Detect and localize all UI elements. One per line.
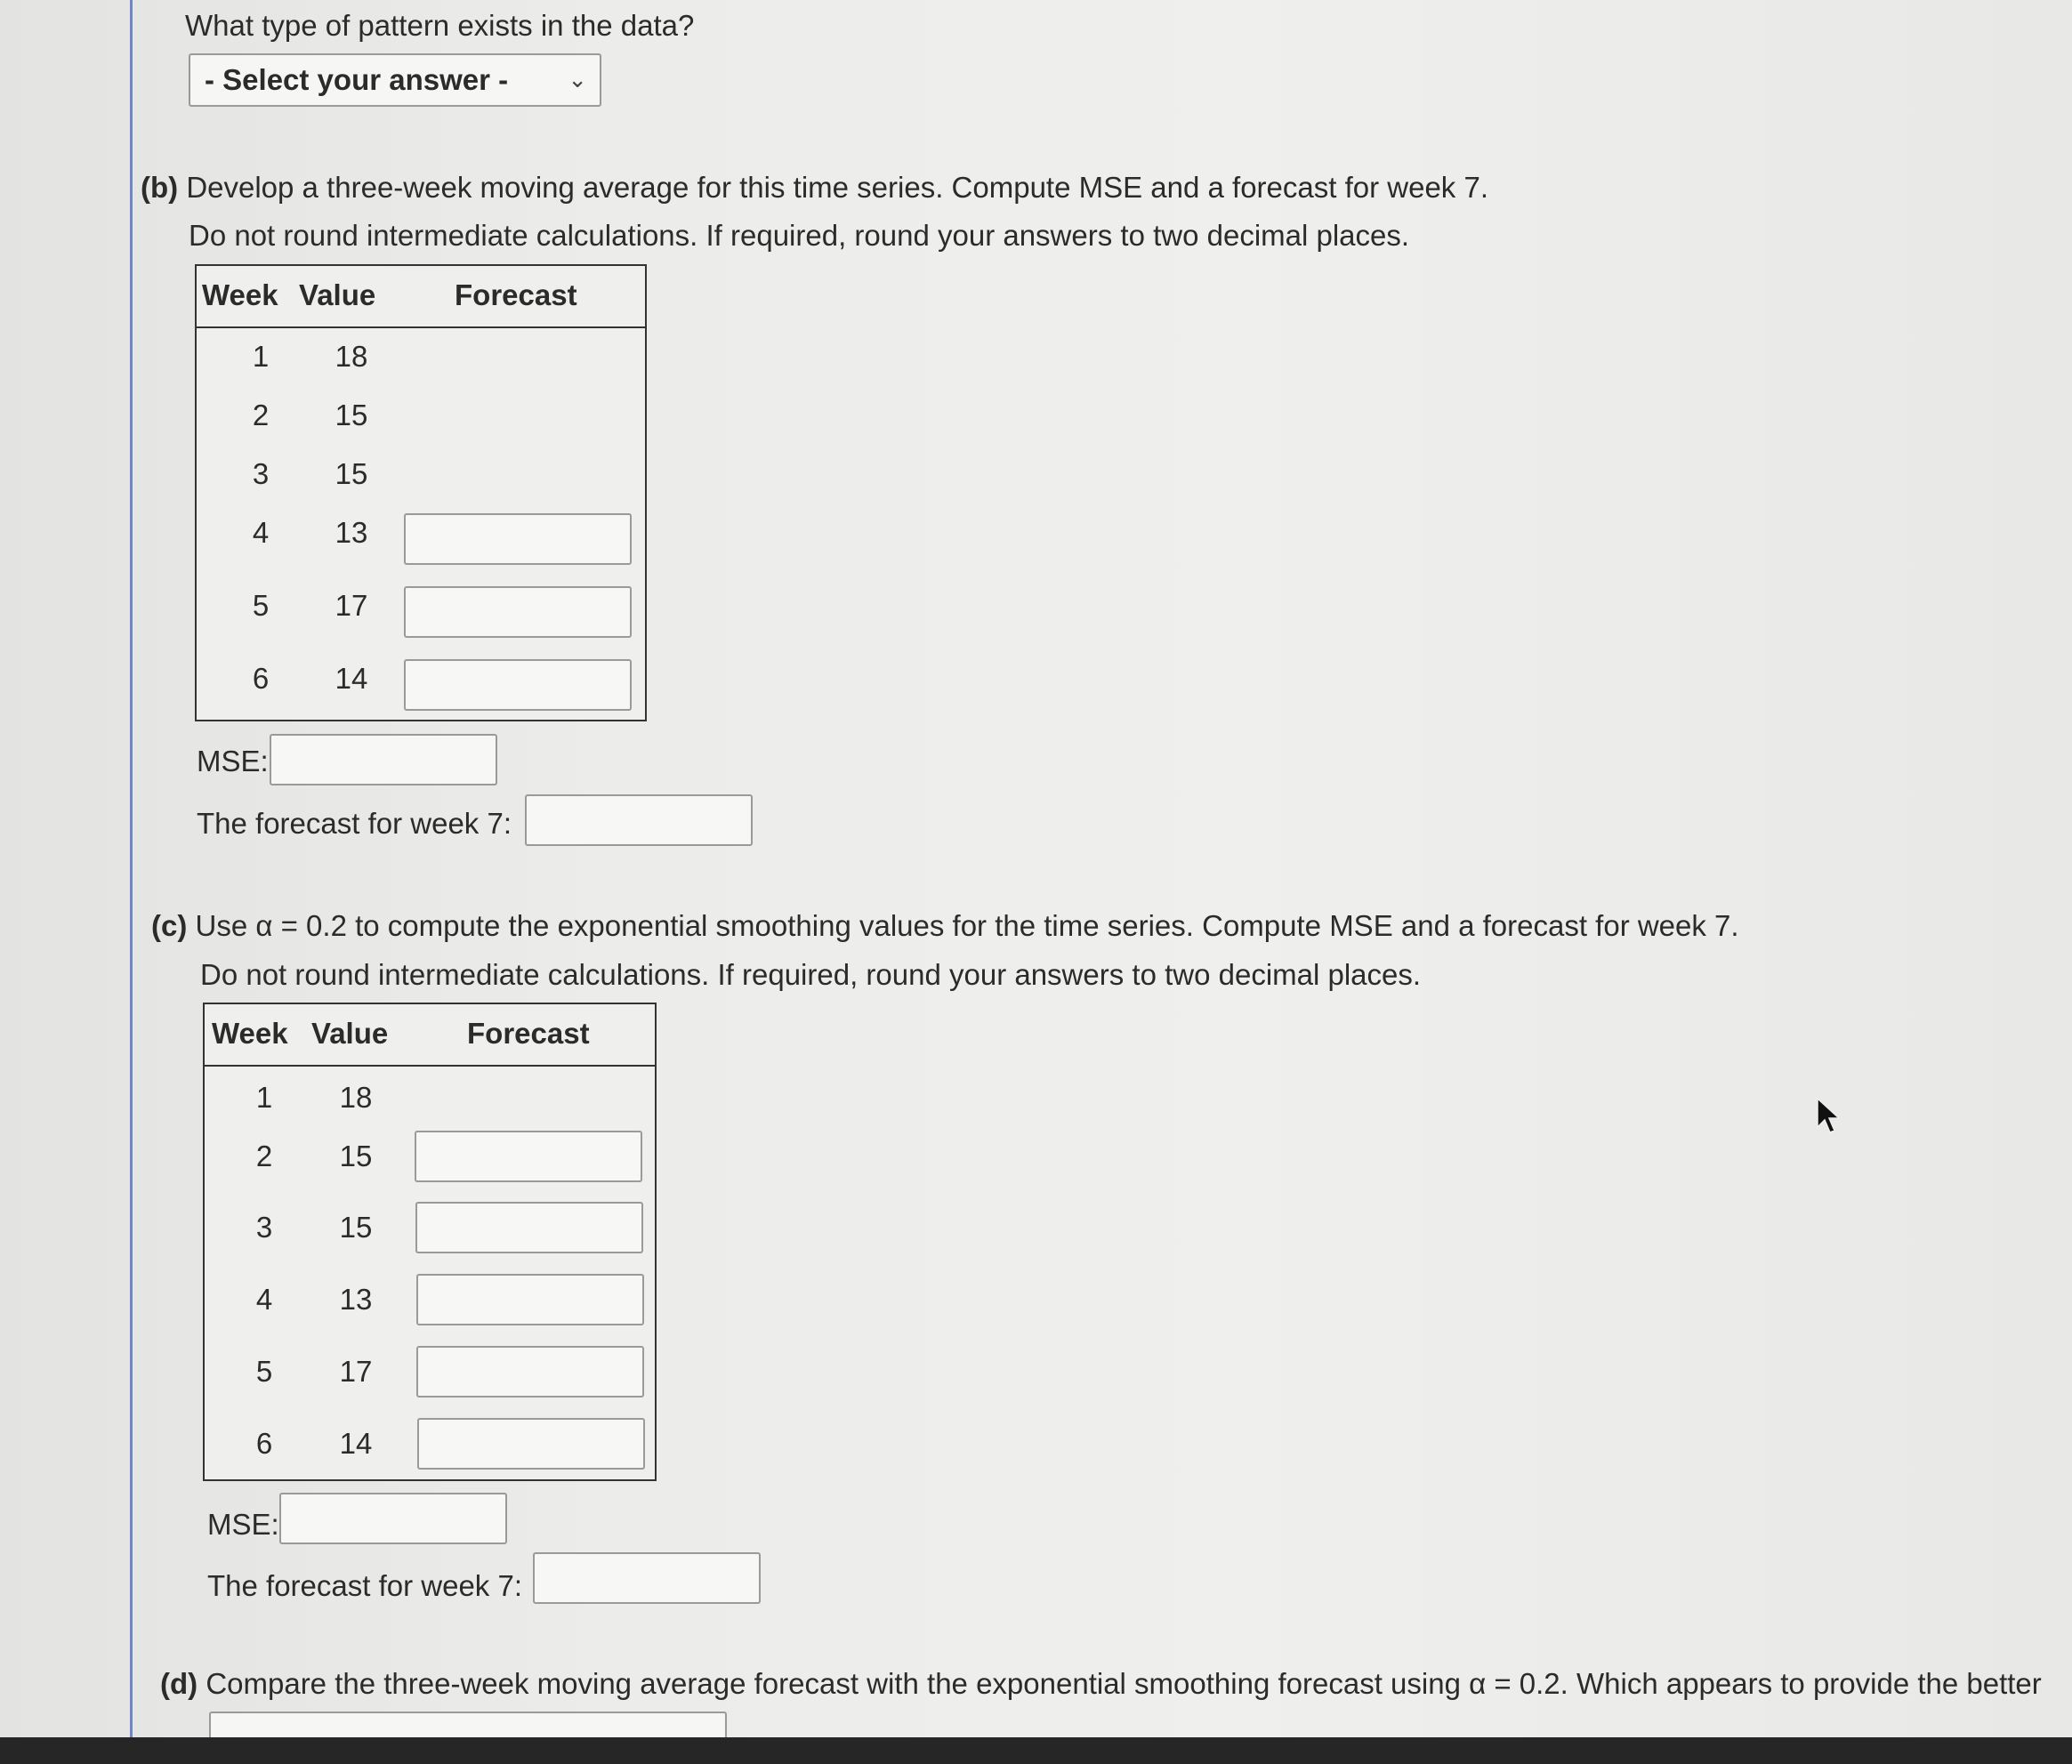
part-b-week7-input[interactable] xyxy=(525,794,753,846)
part-c-instruction-line1 xyxy=(151,908,1739,944)
part-b-instruction-line2: Do not round intermediate calculations. If required, round your answers to two decimal places. xyxy=(189,219,1410,252)
part-b-table xyxy=(195,264,647,721)
week-cell: 1 xyxy=(255,1081,273,1114)
week-cell: 5 xyxy=(255,1355,273,1388)
week-cell: 3 xyxy=(255,1211,273,1244)
part-d-line1-text: Compare the three-week moving average forecast with the exponential smoothing forecast using α = 0.2. Which appears to provide the better xyxy=(206,1667,2042,1700)
value-cell: 14 xyxy=(339,1427,373,1460)
part-c-week7-input[interactable] xyxy=(533,1552,761,1604)
value-cell: 17 xyxy=(335,589,368,622)
value-cell: 15 xyxy=(335,399,368,431)
value-cell: 15 xyxy=(339,1211,373,1244)
value-cell: 13 xyxy=(335,516,368,549)
pattern-question: What type of pattern exists in the data? xyxy=(185,9,695,42)
value-cell: 15 xyxy=(335,457,368,490)
part-b-mse-label: MSE: xyxy=(197,745,269,777)
ma-forecast-week6-input[interactable] xyxy=(404,659,632,711)
ma-forecast-week5-input[interactable] xyxy=(404,586,632,638)
part-b-mse-input[interactable] xyxy=(270,734,497,785)
week-cell: 3 xyxy=(252,457,270,490)
header-forecast: Forecast xyxy=(455,278,577,311)
part-d-label: (d) xyxy=(160,1667,198,1700)
header-value: Value xyxy=(299,278,376,311)
part-c-line1-text: Use α = 0.2 to compute the exponential smoothing values for the time series. Compute MSE and a forecast for week 7. xyxy=(195,909,1739,942)
chevron-down-icon: ⌄ xyxy=(568,66,587,93)
part-c-instruction-line2: Do not round intermediate calculations. If required, round your answers to two decimal places. xyxy=(200,958,1422,991)
header-forecast: Forecast xyxy=(467,1017,590,1050)
part-c-label: (c) xyxy=(151,909,188,942)
part-c-mse-input[interactable] xyxy=(279,1493,507,1544)
part-d-instruction-line1 xyxy=(160,1666,2042,1702)
part-b-table-header xyxy=(197,266,645,328)
value-cell: 18 xyxy=(335,340,368,373)
week-cell: 4 xyxy=(252,516,270,549)
header-value: Value xyxy=(311,1017,389,1050)
header-week: Week xyxy=(212,1017,288,1050)
bottom-bar xyxy=(0,1737,2072,1764)
week-cell: 6 xyxy=(255,1427,273,1460)
es-forecast-week5-input[interactable] xyxy=(416,1346,644,1398)
mouse-pointer-icon xyxy=(1815,1097,1842,1136)
pattern-select[interactable] xyxy=(189,53,601,107)
part-c-week7-label: The forecast for week 7: xyxy=(207,1569,522,1602)
question-left-rule xyxy=(130,0,133,1764)
es-forecast-week4-input[interactable] xyxy=(416,1274,644,1325)
value-cell: 18 xyxy=(339,1081,373,1114)
part-c-table-header xyxy=(205,1004,655,1067)
ma-forecast-week4-input[interactable] xyxy=(404,513,632,565)
week-cell: 1 xyxy=(252,340,270,373)
pattern-select-value: - Select your answer - xyxy=(205,63,509,96)
part-b-line1-text: Develop a three-week moving average for this time series. Compute MSE and a forecast for week 7. xyxy=(186,171,1488,204)
es-forecast-week2-input[interactable] xyxy=(415,1131,642,1182)
value-cell: 14 xyxy=(335,662,368,695)
value-cell: 17 xyxy=(339,1355,373,1388)
week-cell: 2 xyxy=(252,399,270,431)
value-cell: 13 xyxy=(339,1283,373,1316)
part-c-table xyxy=(203,1003,657,1481)
header-week: Week xyxy=(202,278,278,311)
es-forecast-week6-input[interactable] xyxy=(417,1418,645,1470)
week-cell: 2 xyxy=(255,1140,273,1172)
week-cell: 4 xyxy=(255,1283,273,1316)
part-b-instruction-line1 xyxy=(141,170,1488,205)
week-cell: 6 xyxy=(252,662,270,695)
value-cell: 15 xyxy=(339,1140,373,1172)
part-b-week7-label: The forecast for week 7: xyxy=(197,807,512,840)
part-c-mse-label: MSE: xyxy=(207,1508,279,1541)
week-cell: 5 xyxy=(252,589,270,622)
part-b-label: (b) xyxy=(141,171,179,204)
es-forecast-week3-input[interactable] xyxy=(415,1202,643,1253)
